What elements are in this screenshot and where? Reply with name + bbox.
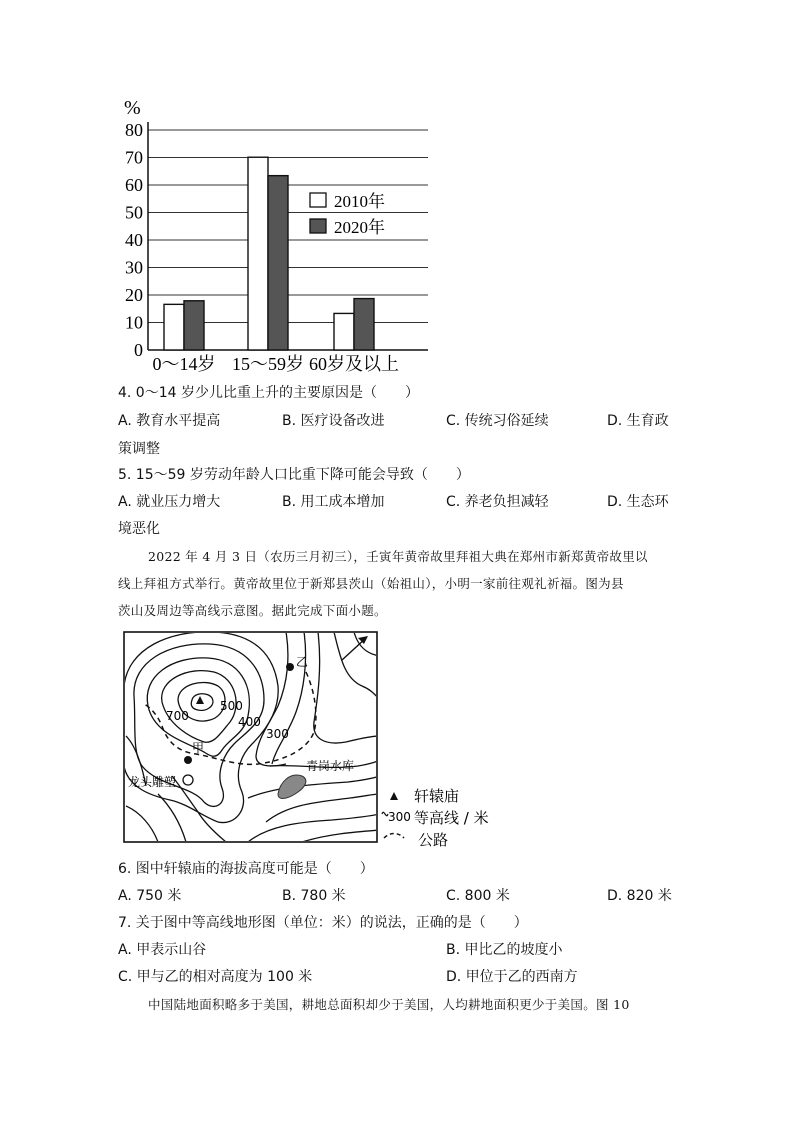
y-tick-label: 70 <box>125 147 143 168</box>
q6-option-b: B. 780 米 <box>282 888 346 904</box>
q7-option-d: D. 甲位于乙的西南方 <box>446 969 578 985</box>
legend-label-2020: 2020年 <box>334 218 385 237</box>
q4-stem: 4. 0～14 岁少儿比重上升的主要原因是（ ） <box>118 385 419 401</box>
q4-option-d: D. 生育政 <box>607 413 669 429</box>
point-jia-label: 甲 <box>192 741 205 755</box>
y-tick-label: 0 <box>134 340 143 360</box>
legend-temple-label: 轩辕庙 <box>414 787 460 805</box>
q4-option-b: B. 医疗设备改进 <box>282 413 385 429</box>
q7-stem: 7. 关于图中等高线地形图（单位：米）的说法，正确的是（ ） <box>118 915 528 931</box>
x-category-label: 60岁及以上 <box>309 354 399 374</box>
legend-contour-value: 300 <box>388 810 411 824</box>
x-category-label: 0～14岁 <box>152 354 216 374</box>
y-axis-unit-label: % <box>124 97 141 119</box>
q6-option-c: C. 800 米 <box>446 888 510 904</box>
legend-contour-label: 等高线 / 米 <box>414 809 489 827</box>
legend-temple-icon <box>390 792 398 800</box>
q6-option-a: A. 750 米 <box>118 888 182 904</box>
q7-option-c: C. 甲与乙的相对高度为 100 米 <box>118 969 313 985</box>
contour-label-300: 300 <box>266 727 289 741</box>
q5-option-b: B. 用工成本增加 <box>282 494 385 510</box>
bar-2010年-15～59岁 <box>248 157 268 350</box>
contour-label-700: 700 <box>166 709 189 723</box>
y-tick-label: 30 <box>125 257 143 278</box>
q5-stem: 5. 15～59 岁劳动年龄人口比重下降可能会导致（ ） <box>118 467 470 483</box>
legend-swatch-2010 <box>310 193 326 207</box>
q5-option-d-continued: 境恶化 <box>118 521 160 537</box>
q6-stem: 6. 图中轩辕庙的海拔高度可能是（ ） <box>118 861 374 877</box>
intro-line-2: 线上拜祖方式举行。黄帝故里位于新郑县茨山（始祖山），小明一家前往观礼祈福。图为县 <box>118 576 624 591</box>
contour-label-400: 400 <box>238 715 261 729</box>
y-tick-label: 10 <box>125 312 143 333</box>
reservoir-label: 青岗水库 <box>306 759 355 773</box>
x-category-labels <box>153 354 400 374</box>
q5-option-d: D. 生态环 <box>607 494 669 510</box>
point-yi-dot <box>286 663 294 671</box>
bar-2020年-15～59岁 <box>268 176 288 350</box>
map-legend <box>382 787 489 849</box>
y-tick-label: 20 <box>125 285 143 305</box>
point-yi-label: 乙 <box>296 655 309 669</box>
legend-road-label: 公路 <box>418 831 449 849</box>
q5-option-c: C. 养老负担减轻 <box>446 494 549 510</box>
q4-option-d-continued: 策调整 <box>118 441 160 457</box>
x-category-label: 15～59岁 <box>232 354 304 374</box>
tail-paragraph: 中国陆地面积略多于美国，耕地总面积却少于美国，人均耕地面积更少于美国。图 10 <box>148 997 630 1012</box>
statue-circle-icon <box>183 775 193 785</box>
point-jia-dot <box>184 756 192 764</box>
bar-2010年-60岁及以上 <box>334 313 354 350</box>
y-tick-label: 50 <box>125 202 143 223</box>
y-tick-label: 40 <box>125 230 143 250</box>
bars <box>164 157 374 350</box>
q4-option-a: A. 教育水平提高 <box>118 413 221 429</box>
legend <box>310 191 385 237</box>
legend-road-icon <box>384 834 404 839</box>
q7-option-a: A. 甲表示山谷 <box>118 942 207 958</box>
contour-label-500: 500 <box>220 699 243 713</box>
q5-option-a: A. 就业压力增大 <box>118 494 221 510</box>
legend-label-2010: 2010年 <box>334 192 385 211</box>
q6-option-d: D. 820 米 <box>607 888 672 904</box>
intro-line-1: 2022 年 4 月 3 日（农历三月初三），壬寅年黄帝故里拜祖大典在郑州市新郑黄帝故里以 <box>148 549 648 564</box>
legend-swatch-2020 <box>310 219 326 233</box>
statue-label: 龙头雕塑 <box>128 775 177 789</box>
q4-option-c: C. 传统习俗延续 <box>446 413 549 429</box>
population-bar-chart <box>110 92 440 382</box>
bar-2020年-0～14岁 <box>184 301 204 350</box>
map-frame <box>124 632 377 842</box>
bar-2010年-0～14岁 <box>164 304 184 350</box>
q7-option-b: B. 甲比乙的坡度小 <box>446 942 563 958</box>
y-tick-label: 60 <box>125 175 143 195</box>
y-tick-labels <box>125 120 143 360</box>
y-tick-label: 80 <box>125 120 143 140</box>
intro-line-3: 茨山及周边等高线示意图。据此完成下面小题。 <box>118 603 387 618</box>
contour-map <box>118 626 518 854</box>
bar-2020年-60岁及以上 <box>354 299 374 350</box>
